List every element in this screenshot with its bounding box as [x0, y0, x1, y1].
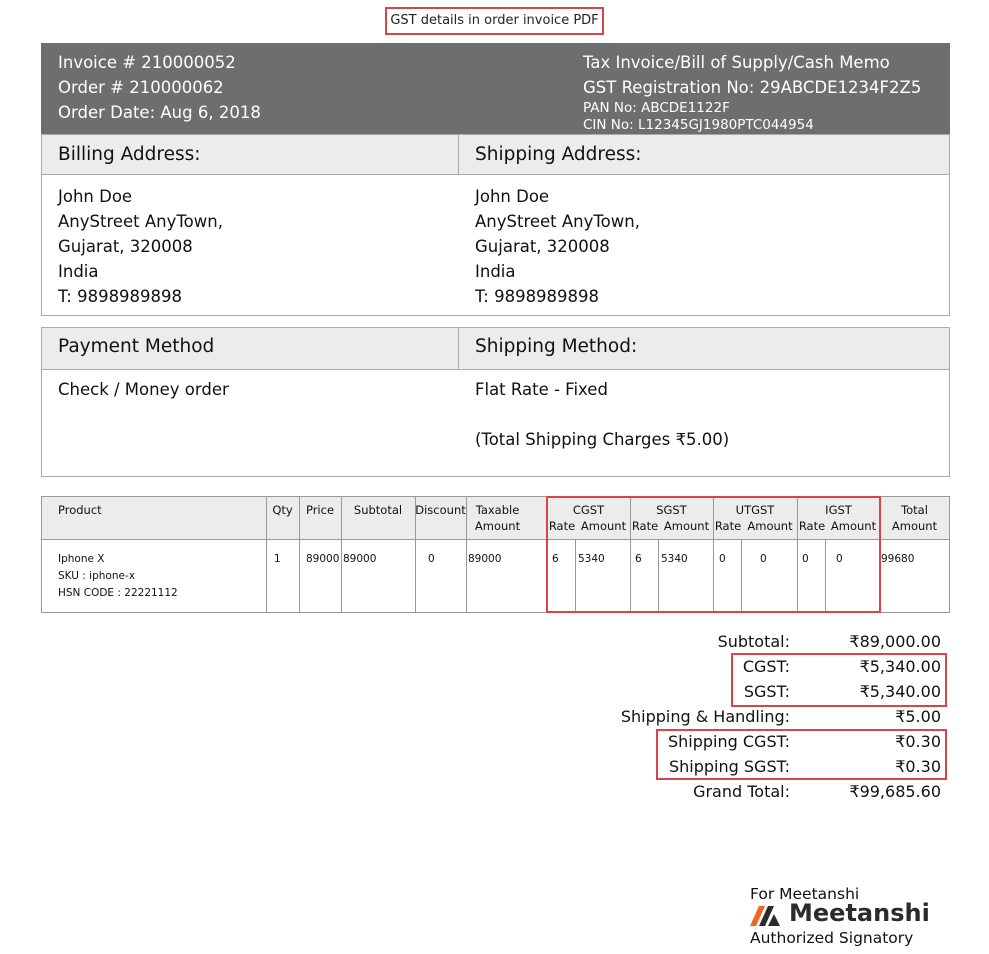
col-taxable-1: Taxable: [475, 503, 520, 517]
shipping-address: [475, 184, 640, 309]
total-value: ₹0.30: [895, 757, 941, 776]
order-number: Order # 210000062: [58, 78, 224, 97]
col-cgst: CGST: [572, 503, 605, 517]
row-total: 99680: [881, 553, 915, 565]
caption-label: GST details in order invoice PDF: [385, 7, 604, 35]
total-label: Shipping & Handling:: [620, 707, 790, 726]
col-utgst: UTGST: [735, 503, 775, 517]
total-value: ₹5,340.00: [859, 657, 941, 676]
product-name: Iphone X: [58, 553, 105, 565]
col-discount: Discount: [415, 503, 466, 517]
shipping-method-title: Shipping Method:: [459, 328, 949, 370]
col-product: Product: [58, 503, 102, 517]
total-label: Shipping CGST:: [667, 732, 790, 751]
col-cgst-rate: Rate: [548, 519, 576, 533]
col-total-2: Amount: [891, 519, 938, 533]
billing-line: Gujarat, 320008: [58, 237, 193, 256]
shipping-charges: (Total Shipping Charges ₹5.00): [475, 430, 730, 449]
col-sgst: SGST: [656, 503, 687, 517]
shipping-address-title: Shipping Address:: [459, 135, 949, 175]
row-discount: 0: [428, 553, 435, 565]
billing-address-title: Billing Address:: [42, 135, 458, 175]
gst-columns-highlight: [546, 496, 881, 613]
billing-line: T: 9898989898: [58, 287, 183, 306]
row-subtotal: 89000: [343, 553, 377, 565]
billing-line: India: [58, 262, 99, 281]
product-sku: SKU : iphone-x: [58, 570, 135, 582]
col-sgst-amount: Amount: [663, 519, 710, 533]
address-section: [41, 134, 950, 316]
col-igst: IGST: [825, 503, 852, 517]
total-label: Subtotal:: [717, 632, 790, 651]
total-label: CGST:: [742, 657, 790, 676]
billing-address: [58, 184, 223, 309]
cin-number: CIN No: L12345GJ1980PTC044954: [583, 117, 814, 133]
col-utgst-rate: Rate: [714, 519, 742, 533]
billing-line: AnyStreet AnyTown,: [58, 212, 223, 231]
total-label: Shipping SGST:: [669, 757, 790, 776]
col-qty: Qty: [272, 503, 293, 517]
col-taxable-2: Amount: [474, 519, 521, 533]
shipping-line: Gujarat, 320008: [475, 237, 610, 256]
order-date: Order Date: Aug 6, 2018: [58, 103, 261, 122]
row-sgst-amount: 5340: [661, 553, 688, 565]
shipping-line: John Doe: [475, 187, 550, 206]
total-value: ₹5.00: [895, 707, 941, 726]
gst-registration: GST Registration No: 29ABCDE1234F2Z5: [583, 78, 922, 97]
logo-wordmark: Meetanshi: [789, 899, 930, 927]
shipping-line: T: 9898989898: [475, 287, 600, 306]
shipping-line: AnyStreet AnyTown,: [475, 212, 640, 231]
shipping-line: India: [475, 262, 516, 281]
row-igst-rate: 0: [802, 553, 809, 565]
col-total-1: Total: [901, 503, 928, 517]
pan-number: PAN No: ABCDE1122F: [583, 100, 730, 116]
payment-method-value: Check / Money order: [58, 380, 229, 399]
payment-method-title: Payment Method: [42, 328, 458, 370]
row-cgst-amount: 5340: [578, 553, 605, 565]
method-section: [41, 327, 950, 477]
billing-line: John Doe: [58, 187, 133, 206]
col-sgst-rate: Rate: [631, 519, 659, 533]
col-price: Price: [305, 503, 335, 517]
col-igst-amount: Amount: [830, 519, 877, 533]
invoice-number: Invoice # 210000052: [58, 53, 236, 72]
col-subtotal: Subtotal: [353, 503, 403, 517]
total-label: SGST:: [743, 682, 790, 701]
total-value: ₹0.30: [895, 732, 941, 751]
row-igst-amount: 0: [836, 553, 843, 565]
shipping-gst-highlight: [656, 729, 947, 780]
total-value: ₹5,340.00: [859, 682, 941, 701]
col-igst-rate: Rate: [798, 519, 826, 533]
grand-total-value: ₹99,685.60: [849, 782, 941, 801]
grand-total-label: Grand Total:: [693, 782, 790, 801]
row-cgst-rate: 6: [552, 553, 559, 565]
col-utgst-amount: Amount: [747, 519, 793, 533]
row-utgst-amount: 0: [760, 553, 767, 565]
col-cgst-amount: Amount: [580, 519, 627, 533]
row-qty: 1: [274, 553, 281, 565]
invoice-header: [41, 43, 950, 135]
row-taxable: 89000: [468, 553, 502, 565]
meetanshi-logo-icon: [750, 904, 786, 928]
document-type: Tax Invoice/Bill of Supply/Cash Memo: [583, 53, 890, 72]
row-price: 89000: [306, 553, 340, 565]
row-sgst-rate: 6: [635, 553, 642, 565]
signature-for: For Meetanshi: [750, 885, 860, 903]
row-utgst-rate: 0: [719, 553, 726, 565]
shipping-method-value: Flat Rate - Fixed: [475, 380, 608, 399]
gst-totals-highlight: [731, 653, 947, 707]
total-value: ₹89,000.00: [849, 632, 941, 651]
authorized-signatory: Authorized Signatory: [750, 929, 914, 947]
product-hsn: HSN CODE : 22221112: [58, 587, 178, 599]
